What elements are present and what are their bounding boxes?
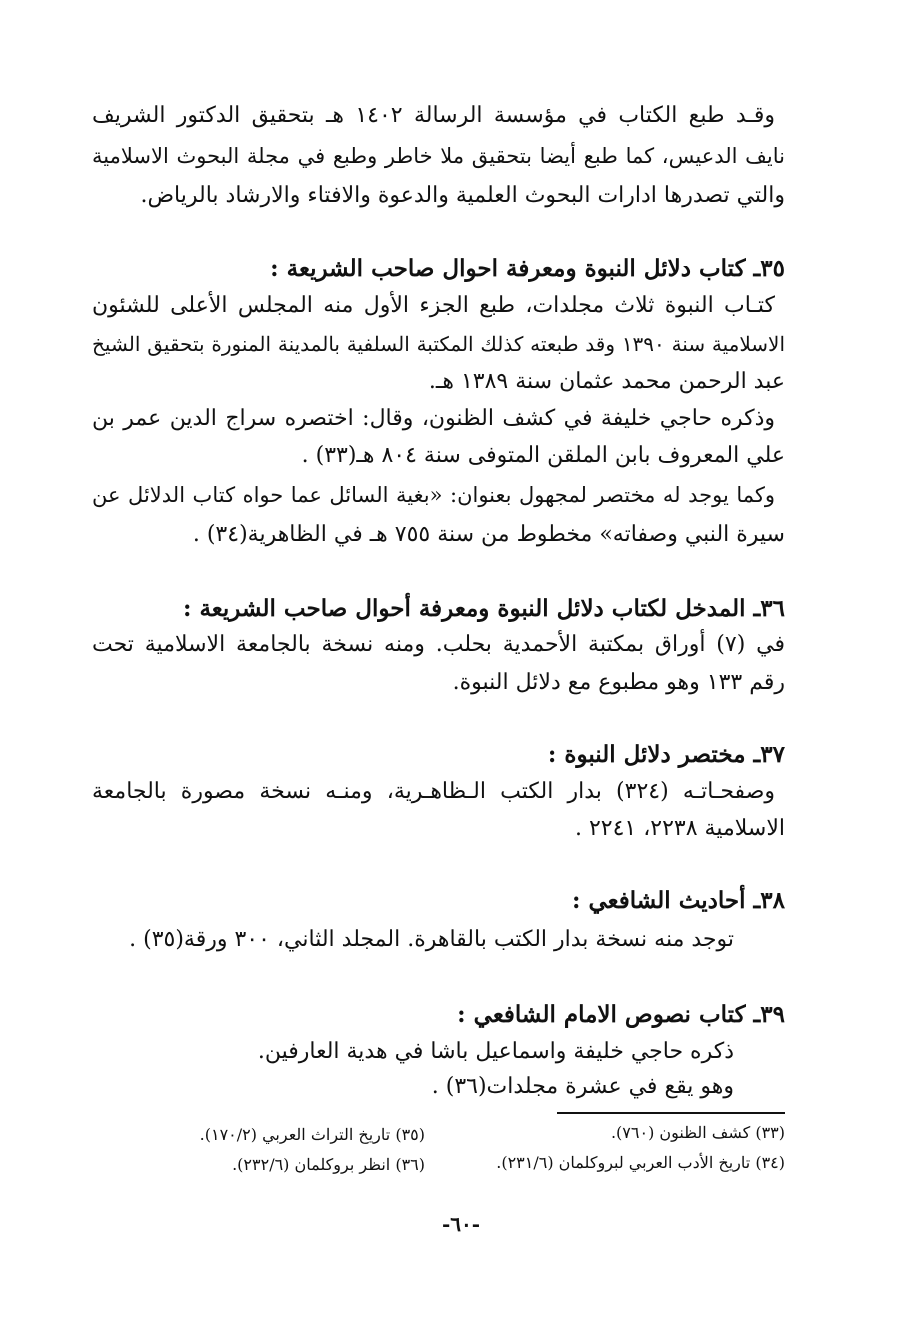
entry-39-line-2: وهو يقع في عشرة مجلدات(٣٦) . — [431, 1074, 734, 1099]
entry-36-line-2: رقم ١٣٣ وهو مطبوع مع دلائل النبوة. — [452, 670, 785, 695]
entry-39-heading: ٣٩ـ كتاب نصوص الامام الشافعي : — [457, 1001, 785, 1028]
entry-35-line-5: علي المعروف بابن الملقن المتوفى سنة ٨٠٤ هـ(٣٣) . — [301, 443, 785, 468]
footnote-36: (٣٦) انظر بروكلمان (٢٣٢/٦). — [232, 1155, 425, 1174]
entry-38-line-1: توجد منه نسخة بدار الكتب بالقاهرة. المجلد الثاني، ٣٠٠ ورقة(٣٥) . — [129, 927, 734, 952]
entry-35-line-2: الاسلامية سنة ١٣٩٠ وقد طبعته كذلك المكتبة السلفية بالمدينة المنورة بتحقيق الشيخ — [92, 332, 785, 356]
entry-37-heading: ٣٧ـ مختصر دلائل النبوة : — [547, 741, 785, 768]
intro-line-2: نايف الدعيس، كما طبع أيضا بتحقيق ملا خاطر وطبع في مجلة البحوث الاسلامية — [92, 144, 785, 168]
page-number: -٦٠- — [441, 1212, 481, 1236]
intro-line-3: والتي تصدرها ادارات البحوث العلمية والدعوة والافتاء والارشاد بالرياض. — [140, 183, 785, 208]
entry-38-heading: ٣٨ـ أحاديث الشافعي : — [572, 887, 785, 914]
entry-39-line-1: ذكره حاجي خليفة واسماعيل باشا في هدية العارفين. — [257, 1039, 734, 1064]
entry-35-heading: ٣٥ـ كتاب دلائل النبوة ومعرفة احوال صاحب الشريعة : — [270, 255, 785, 282]
footnote-34: (٣٤) تاريخ الأدب العربي لبروكلمان (٢٣١/٦). — [496, 1153, 785, 1172]
entry-35-line-3: عبد الرحمن محمد عثمان سنة ١٣٨٩ هـ. — [428, 369, 785, 394]
entry-37-line-2: الاسلامية ٢٢٣٨، ٢٢٤١ . — [574, 816, 785, 841]
entry-36-line-1: في (٧) أوراق بمكتبة الأحمدية بحلب. ومنه نسخة بالجامعة الاسلامية تحت — [92, 632, 785, 657]
entry-35-line-1: كتـاب النبوة ثلاث مجلدات، طبع الجزء الأول منه المجلس الأعلى للشئون — [92, 293, 775, 318]
footnote-separator — [557, 1112, 785, 1114]
footnote-33: (٣٣) كشف الظنون (٧٦٠). — [610, 1123, 785, 1142]
footnote-35: (٣٥) تاريخ التراث العربي (١٧٠/٢). — [199, 1125, 425, 1144]
entry-35-line-4: وذكره حاجي خليفة في كشف الظنون، وقال: اختصره سراج الدين عمر بن — [92, 406, 775, 431]
entry-36-heading: ٣٦ـ المدخل لكتاب دلائل النبوة ومعرفة أحوال صاحب الشريعة : — [182, 595, 785, 622]
entry-35-line-6: وكما يوجد له مختصر لمجهول بعنوان: «بغية السائل عما حواه كتاب الدلائل عن — [92, 483, 775, 507]
entry-35-line-7: سيرة النبي وصفاته» مخطوط من سنة ٧٥٥ هـ في الظاهرية(٣٤) . — [192, 522, 785, 547]
intro-line-1: وقـد طبع الكتاب في مؤسسة الرسالة ١٤٠٢ هـ بتحقيق الدكتور الشريف — [92, 103, 775, 128]
entry-37-line-1: وصفحـاتـه (٣٢٤) بدار الكتب الـظاهـرية، ومنـه نسخة مصورة بالجامعة — [92, 779, 775, 804]
